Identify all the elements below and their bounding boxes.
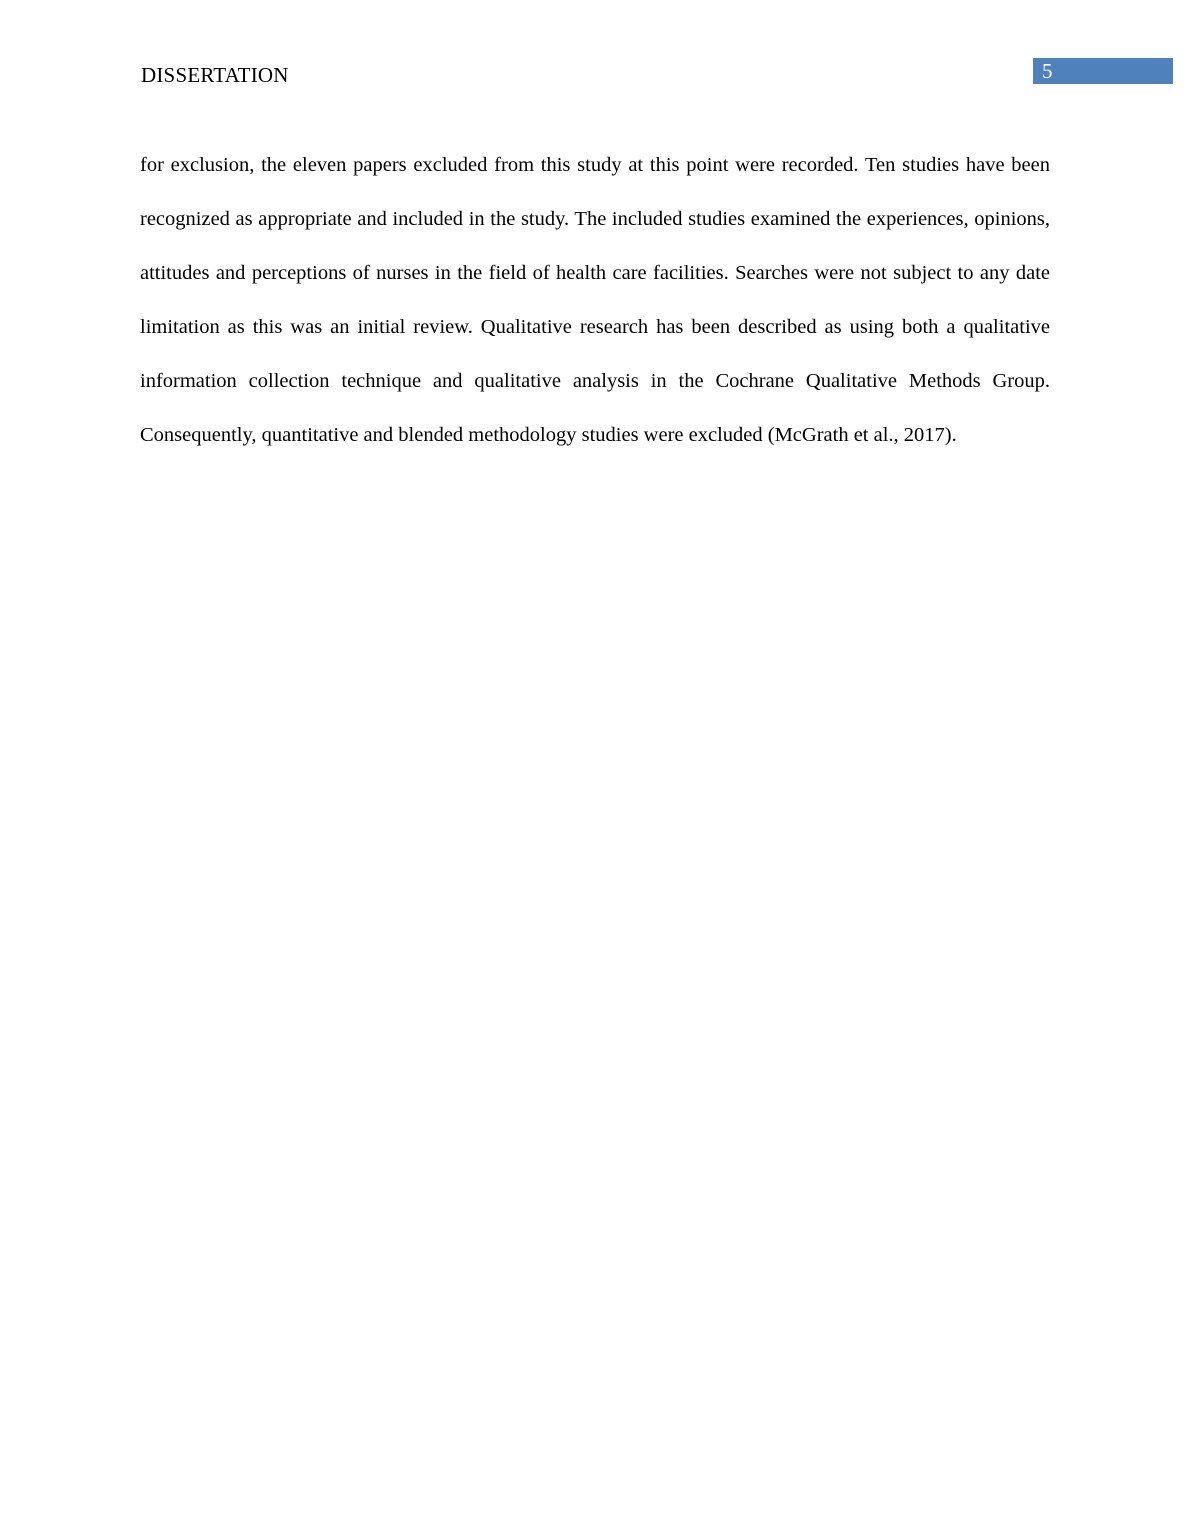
body-paragraph: for exclusion, the eleven papers excluded from this study at this point were recorded. Ten studies have been recognized as appropriate and included in the study. The included studies examined the experiences, opinions, attitudes and perceptions of nurses in the field of health care facilities. Searches were not subject to any date limitation as this was an initial review. Qualitative research has been described as using both a qualitative information collection technique and qualitative analysis in the Cochrane Qualitative Methods Group. Consequently, quantitative and blended methodology studies were excluded (McGrath et al., 2017). — [140, 154, 1050, 446]
page-number-banner — [1033, 58, 1173, 84]
page-number: 5 — [1042, 59, 1053, 83]
header-title: DISSERTATION — [141, 63, 289, 87]
